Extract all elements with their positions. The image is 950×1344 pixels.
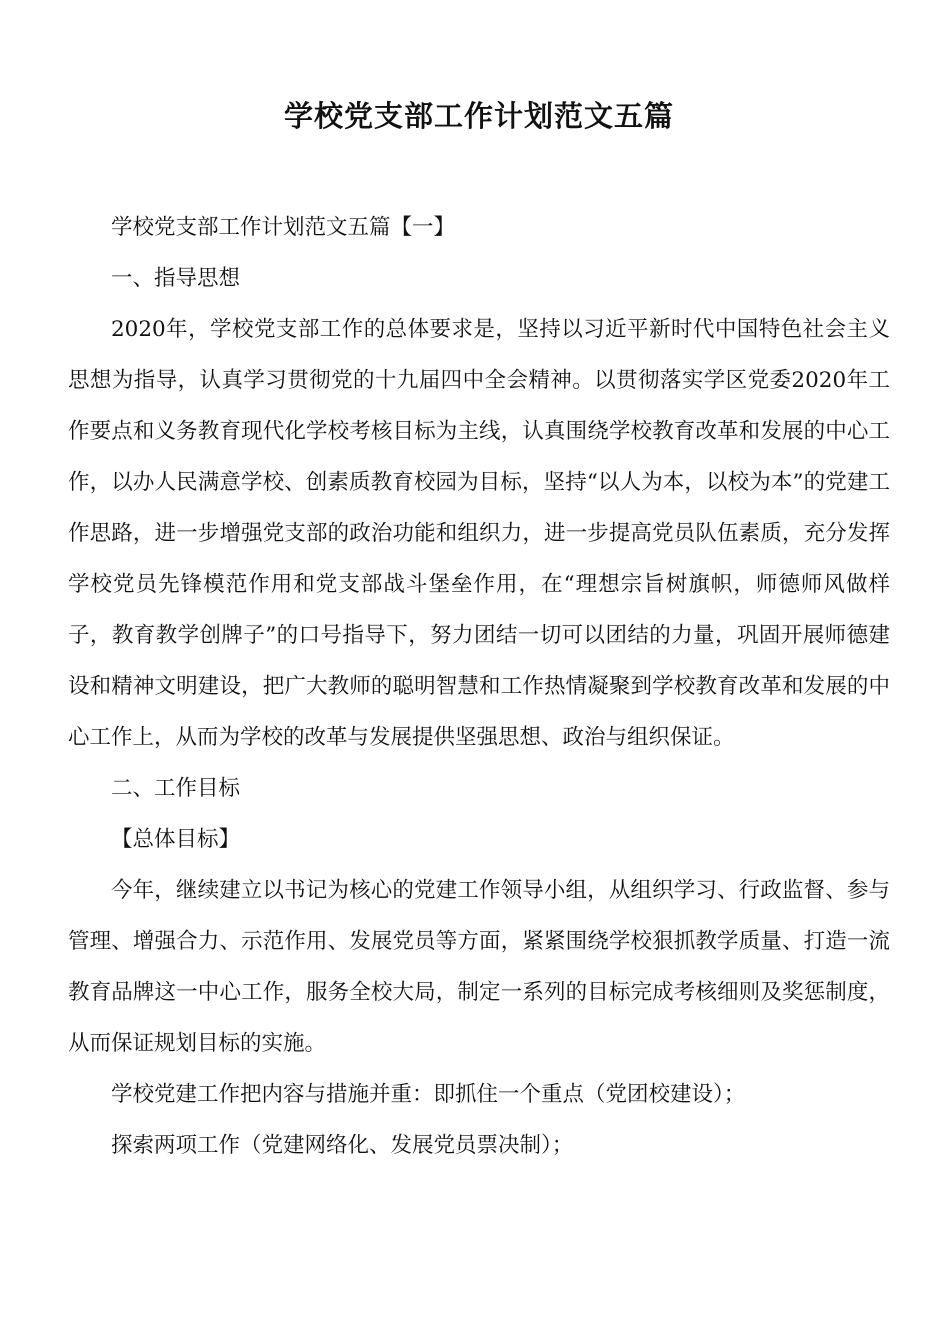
heading-guiding-ideology: 一、指导思想 [111, 266, 241, 291]
heading-work-goals: 二、工作目标 [111, 776, 241, 801]
document-title: 学校党支部工作计划范文五篇 [283, 99, 674, 133]
heading-overall-goal: 【总体目标】 [111, 827, 241, 852]
section-heading-part-one: 学校党支部工作计划范文五篇【一】 [111, 215, 456, 240]
paragraph-guiding-ideology: 2020年，学校党支部工作的总体要求是，坚持以习近平新时代中国特色社会主义思想为指导，认真学习贯彻党的十九届四中全会精神。以贯彻落实学区党委2020年工作要点和义务教育现代化学校考核目标为主线，认真围绕学校教育改革和发展的中心工作，以办人民满意学校、创素质教育校园为目标，坚持“以人为本，以校为本”的党建工作思路，进一步增强党支部的政治功能和组织力，进一步提高党员队伍素质，充分发挥学校党员先锋模范作用和党支部战斗堡垒作用，在“理想宗旨树旗帜，师德师风做样子，教育教学创牌子”的口号指导下，努力团结一切可以团结的力量，巩固开展师德建设和精神文明建设，把广大教师的聪明智慧和工作热情凝聚到学校教育改革和发展的中心工作上，从而为学校的改革与发展提供坚强思想、政治与组织保证。 [68, 317, 890, 750]
paragraph-two-tasks: 探索两项工作（党建网络化、发展党员票决制）； [111, 1133, 574, 1158]
paragraph-overall-goal: 今年，继续建立以书记为核心的党建工作领导小组，从组织学习、行政监督、参与管理、增强合力、示范作用、发展党员等方面，紧紧围绕学校狠抓教学质量、打造一流教育品牌这一中心工作，服务全校大局，制定一系列的目标完成考核细则及奖惩制度，从而保证规划目标的实施。 [68, 878, 890, 1056]
document-body [68, 202, 890, 1171]
paragraph-key-point: 学校党建工作把内容与措施并重：即抓住一个重点（党团校建设）； [111, 1082, 746, 1107]
